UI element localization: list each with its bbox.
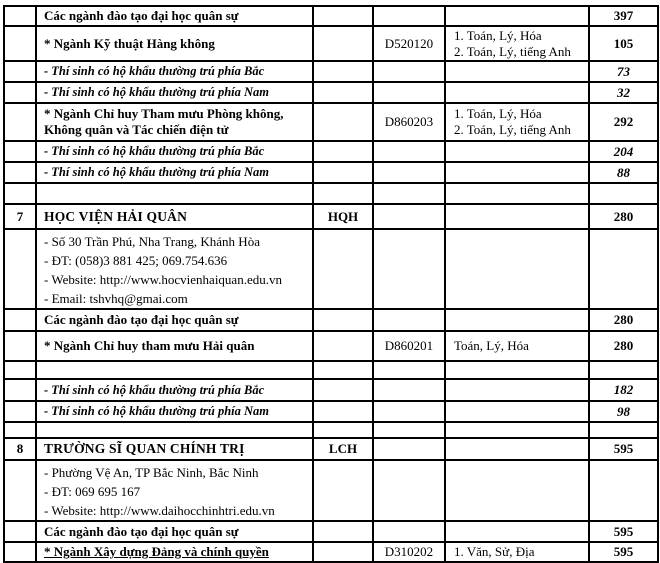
school-code-cell (313, 6, 373, 26)
row-title: - Thí sinh có hộ khẩu thường trú phía Bắc (44, 382, 265, 397)
major-code: D860203 (384, 114, 434, 129)
row-title: - Thí sinh có hộ khẩu thường trú phía Nam (44, 165, 270, 179)
contact-line-text: - Số 30 Trần Phú, Nha Trang, Khánh Hòa (44, 234, 260, 249)
table-row-contact (4, 229, 658, 309)
contact-cell (36, 460, 313, 521)
quota-cell (589, 422, 658, 438)
subject-combination: 1. Toán, Lý, Hóa (454, 106, 542, 121)
row-title: Các ngành đào tạo đại học quân sự (44, 8, 239, 23)
subjects-cell (445, 401, 589, 422)
subject-combination: 2. Toán, Lý, tiếng Anh (454, 122, 571, 137)
stt-cell (4, 422, 36, 438)
table-row-section (4, 6, 658, 26)
major-code-cell (373, 331, 445, 361)
row-title: - Thí sinh có hộ khẩu thường trú phía Bắc (44, 64, 265, 78)
table-row-note (4, 162, 658, 183)
school-code-cell (313, 460, 373, 521)
table-row-empty (4, 183, 658, 204)
row-title: - Thí sinh có hộ khẩu thường trú phía Bắc (44, 144, 265, 158)
subjects-cell (445, 460, 589, 521)
contact-line (44, 289, 308, 308)
quota-value: 595 (613, 544, 634, 559)
school-code-cell (313, 82, 373, 103)
admissions-table (3, 5, 659, 563)
major-code-cell (373, 82, 445, 103)
name-cell (36, 542, 313, 562)
row-title: Các ngành đào tạo đại học quân sự (44, 312, 239, 327)
row-title: * Ngành Chỉ huy Tham mưu Phòng không, Không quân và Tác chiến điện tử (44, 106, 284, 137)
school-code-cell (313, 331, 373, 361)
subjects-cell (445, 521, 589, 542)
quota-value: 292 (613, 114, 634, 129)
name-cell (36, 6, 313, 26)
table-row-empty (4, 361, 658, 379)
stt-cell (4, 162, 36, 183)
stt-cell (4, 204, 36, 229)
quota-cell (589, 162, 658, 183)
school-code-cell (313, 361, 373, 379)
major-code-cell (373, 309, 445, 331)
subjects-cell (445, 82, 589, 103)
quota-value: 595 (613, 441, 634, 456)
table-row-note (4, 379, 658, 401)
name-cell (36, 438, 313, 460)
contact-line (44, 463, 308, 482)
contact-line-text: - Website: http:// (44, 272, 131, 287)
school-code-cell (313, 438, 373, 460)
quota-cell (589, 229, 658, 309)
school-code-cell (313, 103, 373, 141)
name-cell (36, 331, 313, 361)
quota-cell (589, 379, 658, 401)
table-row-note (4, 401, 658, 422)
school-code-cell (313, 204, 373, 229)
table-row-section (4, 309, 658, 331)
quota-cell (589, 438, 658, 460)
stt-cell (4, 361, 36, 379)
table-row-section (4, 521, 658, 542)
major-code: D860201 (384, 338, 434, 353)
stt-cell (4, 379, 36, 401)
subjects-cell (445, 6, 589, 26)
subjects-cell (445, 26, 589, 61)
row-title: * Ngành Xây dựng Đảng và chính quyền (44, 544, 269, 559)
quota-cell (589, 361, 658, 379)
quota-cell (589, 61, 658, 82)
quota-cell (589, 6, 658, 26)
name-cell (36, 422, 313, 438)
subjects-cell (445, 204, 589, 229)
table-row-note (4, 141, 658, 162)
name-cell (36, 309, 313, 331)
contact-line (44, 482, 308, 501)
subjects-cell (445, 162, 589, 183)
major-code-cell (373, 141, 445, 162)
quota-cell (589, 460, 658, 521)
school-code-cell (313, 26, 373, 61)
stt-cell (4, 229, 36, 309)
major-code-cell (373, 162, 445, 183)
quota-cell (589, 26, 658, 61)
subjects-cell (445, 422, 589, 438)
school-code-cell (313, 61, 373, 82)
quota-value: 32 (617, 84, 630, 100)
school-number: 7 (16, 208, 24, 224)
major-code-cell (373, 26, 445, 61)
table-row-note (4, 61, 658, 82)
quota-value: 105 (613, 35, 634, 51)
major-code-cell (373, 379, 445, 401)
name-cell (36, 82, 313, 103)
table-row-note (4, 82, 658, 103)
school-code-cell (313, 141, 373, 162)
subjects-cell (445, 103, 589, 141)
school-code-cell (313, 401, 373, 422)
major-code-cell (373, 542, 445, 562)
row-title: TRƯỜNG SĨ QUAN CHÍNH TRỊ (44, 441, 245, 456)
major-code-cell (373, 204, 445, 229)
subject-combination: 1. Văn, Sử, Địa (454, 544, 535, 559)
subject-combination: 2. Toán, Lý, tiếng Anh (454, 43, 571, 59)
quota-cell (589, 82, 658, 103)
quota-value: 280 (613, 312, 634, 327)
stt-cell (4, 542, 36, 562)
stt-cell (4, 183, 36, 204)
name-cell (36, 26, 313, 61)
subject-combination: 1. Toán, Lý, Hóa (454, 27, 542, 43)
subjects-cell (445, 309, 589, 331)
major-code: D310202 (384, 544, 434, 559)
subject-combination: Toán, Lý, Hóa (454, 338, 529, 353)
subjects-cell (445, 379, 589, 401)
subjects-cell (445, 438, 589, 460)
table-row-school (4, 438, 658, 460)
quota-cell (589, 331, 658, 361)
school-code-cell (313, 379, 373, 401)
table-row-empty (4, 422, 658, 438)
subjects-cell (445, 229, 589, 309)
table-row-major (4, 542, 658, 562)
row-title: * Ngành Chỉ huy tham mưu Hải quân (44, 338, 255, 353)
name-cell (36, 401, 313, 422)
name-cell (36, 162, 313, 183)
subjects-cell (445, 183, 589, 204)
stt-cell (4, 6, 36, 26)
contact-line (44, 501, 308, 520)
quota-cell (589, 103, 658, 141)
stt-cell (4, 331, 36, 361)
admissions-table-body (4, 6, 658, 562)
school-code-cell (313, 422, 373, 438)
quota-cell (589, 183, 658, 204)
quota-value: 88 (617, 164, 630, 180)
contact-line-text: - Phường Vệ An, TP Bắc Ninh, Bắc Ninh (44, 465, 259, 480)
stt-cell (4, 141, 36, 162)
major-code-cell (373, 401, 445, 422)
contact-line (44, 232, 308, 251)
subjects-cell (445, 331, 589, 361)
major-code-cell (373, 61, 445, 82)
subjects-cell (445, 141, 589, 162)
subjects-cell (445, 361, 589, 379)
quota-value: 280 (613, 338, 634, 353)
contact-line (44, 251, 308, 270)
row-title: Các ngành đào tạo đại học quân sự (44, 523, 239, 539)
contact-line-text: - ĐT: (058)3 881 425; 069.754.636 (44, 253, 228, 268)
table-row-major (4, 103, 658, 141)
major-code-cell (373, 460, 445, 521)
quota-value: 182 (613, 382, 634, 397)
school-code-cell (313, 521, 373, 542)
quota-cell (589, 141, 658, 162)
school-code-cell (313, 542, 373, 562)
quota-value: 204 (613, 143, 634, 159)
table-row-major (4, 26, 658, 61)
stt-cell (4, 438, 36, 460)
contact-cell (36, 229, 313, 309)
quota-value: 595 (613, 523, 634, 539)
name-cell (36, 361, 313, 379)
quota-cell (589, 521, 658, 542)
school-code: HQH (327, 208, 359, 224)
major-code-cell (373, 438, 445, 460)
contact-line (44, 270, 308, 289)
school-code-cell (313, 162, 373, 183)
major-code-cell (373, 103, 445, 141)
stt-cell (4, 460, 36, 521)
row-title: - Thí sinh có hộ khẩu thường trú phía Nam (44, 85, 270, 99)
name-cell (36, 379, 313, 401)
quota-value: 98 (617, 403, 630, 419)
stt-cell (4, 401, 36, 422)
subjects-cell (445, 61, 589, 82)
name-cell (36, 103, 313, 141)
school-code-cell (313, 229, 373, 309)
stt-cell (4, 61, 36, 82)
row-title: - Thí sinh có hộ khẩu thường trú phía Nam (44, 404, 270, 418)
row-title: HỌC VIỆN HẢI QUÂN (44, 208, 188, 224)
quota-cell (589, 401, 658, 422)
table-row-school (4, 204, 658, 229)
row-title: * Ngành Kỹ thuật Hàng không (44, 35, 215, 51)
major-code-cell (373, 422, 445, 438)
quota-value: 73 (617, 63, 630, 79)
major-code-cell (373, 521, 445, 542)
name-cell (36, 204, 313, 229)
school-code-cell (313, 309, 373, 331)
name-cell (36, 521, 313, 542)
name-cell (36, 61, 313, 82)
major-code: D520120 (384, 35, 434, 51)
table-row-major (4, 331, 658, 361)
quota-value: 280 (613, 208, 634, 224)
major-code-cell (373, 229, 445, 309)
major-code-cell (373, 361, 445, 379)
quota-value: 397 (613, 8, 634, 23)
name-cell (36, 141, 313, 162)
contact-line-text: - ĐT: 069 695 167 (44, 484, 141, 499)
major-code-cell (373, 183, 445, 204)
stt-cell (4, 309, 36, 331)
stt-cell (4, 521, 36, 542)
contact-line-text: - Email: tshvhq@gmai.com (44, 291, 188, 306)
quota-cell (589, 204, 658, 229)
name-cell (36, 183, 313, 204)
stt-cell (4, 26, 36, 61)
school-code-cell (313, 183, 373, 204)
website-link[interactable]: www.hocvienhaiquan.edu.vn (130, 272, 282, 287)
stt-cell (4, 82, 36, 103)
school-code: LCH (328, 441, 358, 456)
quota-cell (589, 309, 658, 331)
stt-cell (4, 103, 36, 141)
table-row-contact (4, 460, 658, 521)
subjects-cell (445, 542, 589, 562)
major-code-cell (373, 6, 445, 26)
quota-cell (589, 542, 658, 562)
contact-line-text: - Website: http://www.daihocchinhtri.edu.vn (44, 503, 275, 518)
school-number: 8 (16, 441, 24, 456)
